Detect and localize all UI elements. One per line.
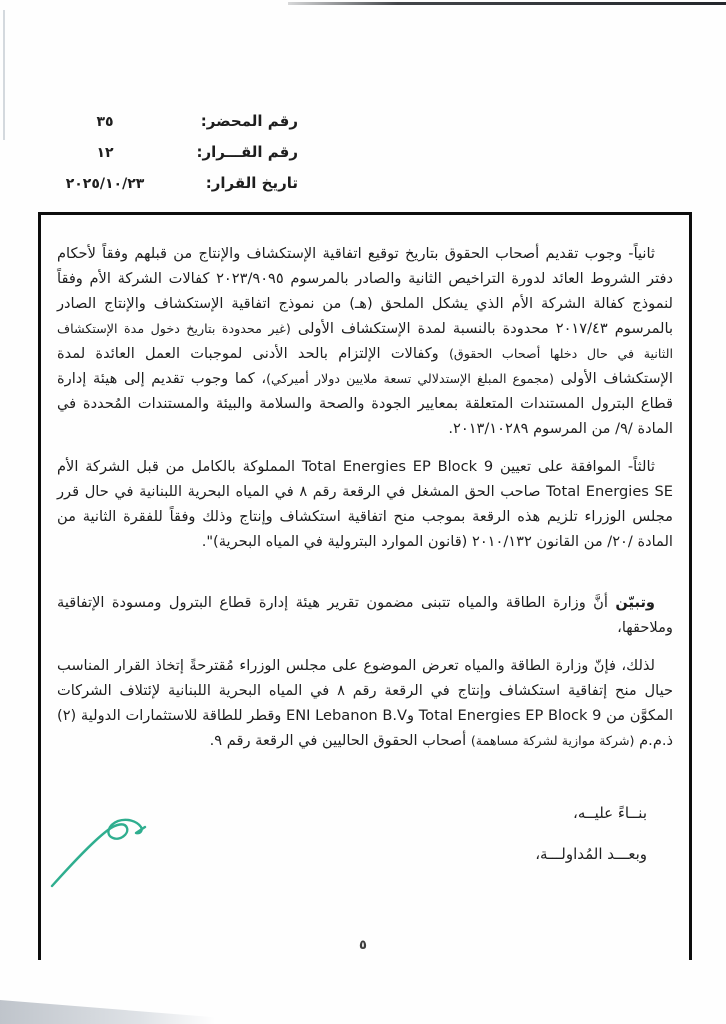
paragraph-text-segment: ثالثاً- الموافقة على تعيين Total Energies EP Block 9 المملوكة بالكامل من قبل الشركة الأم Total Energies SE صاحب الحق المشغل في الرقعة رقم ٨ في المياه البحرية اللبنانية في حال قرر مجلس الوزراء تلزيم هذه الرقعة بموجب منح اتفاقية استكشاف وإنتاج وذلك وفقاً للفقرة الثانية من المادة /٢٠/ من القانون ٢٠١٠/١٣٢ (قانون الموارد البترولية في المياه البحرية)". bbox=[57, 458, 674, 550]
scan-artifact-bottom-left-corner bbox=[0, 1000, 215, 1024]
decision-date-row bbox=[46, 174, 298, 205]
paragraph-clause-third bbox=[57, 454, 673, 554]
minutes-number-label: رقم المحضر: bbox=[200, 112, 298, 130]
paragraph-text-segment: أنَّ وزارة الطاقة والمياه تتبنى مضمون تقرير هيئة إدارة قطاع البترول ومسودة الإتفاقية وملاحقها، bbox=[57, 594, 673, 636]
decision-date-value: ٢٠٢٥/١٠/٢٣ bbox=[65, 176, 145, 192]
paragraph-ministry-adoption bbox=[57, 590, 673, 640]
page-number: ٥ bbox=[359, 938, 367, 953]
decision-number-row bbox=[46, 143, 298, 174]
scan-artifact-top-edge bbox=[288, 2, 726, 5]
decision-date-label: تاريخ القرار: bbox=[205, 174, 298, 192]
paragraph-text-segment: (غير محدودة بتاريخ دخول مدة الإستكشاف الثانية في حال دخلها أصحاب الحقوق) bbox=[57, 321, 674, 361]
minutes-number-value: ٣٥ bbox=[96, 114, 114, 130]
paragraph-text-segment: وتبيّن bbox=[615, 594, 655, 611]
signature-stroke bbox=[52, 820, 145, 886]
scan-artifact-left-edge bbox=[3, 10, 5, 140]
paragraph-text-segment: أصحاب الحقوق الحاليين في الرقعة رقم ٩. bbox=[209, 732, 471, 749]
minutes-number-row bbox=[46, 112, 298, 143]
decision-number-value: ١٢ bbox=[96, 145, 114, 161]
paragraph-text-segment: ، كما وجوب تقديم إلى هيئة إدارة قطاع البترول المستندات المتعلقة بمعايير الجودة والصحة والسلامة والبيئة والمستندات المُحددة في المادة /٩/ من المرسوم ٢٠١٣/١٠٢٨٩. bbox=[57, 370, 673, 437]
signature-scribble bbox=[46, 804, 178, 892]
paragraph-clause-second bbox=[57, 241, 673, 441]
closing-line-after-deliberation: وبعـــد المُداولـــة، bbox=[535, 845, 647, 863]
decision-meta-block bbox=[46, 112, 298, 205]
paragraph-text-segment: ثانياً- وجوب تقديم أصحاب الحقوق بتاريخ توقيع اتفاقية الإستكشاف والإنتاج من قبلهم وفقاً لأحكام دفتر الشروط العائد لدورة التراخيص الثانية والصادر بالمرسوم ٢٠٢٣/٩٠٩٥ كفالات الشركة الأم وفقاً لنموذج كفالة الشركة الأم الذي يشكل الملحق (هـ) من نموذج اتفاقية الإستكشاف والإنتاج الصادر بالمرسوم ٢٠١٧/٤٣ محدودة بالنسبة لمدة الإستكشاف الأولى bbox=[57, 245, 674, 337]
paragraph-text-segment: وكفالات الإلتزام بالحد الأدنى لموجبات العمل العائدة لمدة الإستكشاف الأولى bbox=[57, 345, 673, 387]
paragraph-proposal bbox=[57, 653, 673, 753]
decision-number-label: رقم القـــرار: bbox=[196, 143, 298, 161]
document-paragraphs bbox=[57, 241, 673, 753]
paragraph-text-segment: لذلك، فإنّ وزارة الطاقة والمياه تعرض الموضوع على مجلس الوزراء مُقترحةً إتخاذ القرار المناسب حيال منح إتفاقية استكشاف وإنتاج في الرقعة رقم ٨ في المياه البحرية اللبنانية لإئتلاف الشركات المكوَّن من Total Energies EP Block 9 وENI Lebanon B.V وقطر للطاقة للاستثمارات الدولية (٢) ذ.م.م bbox=[57, 657, 674, 749]
closing-line-based-thereon: بنــاءً عليــه، bbox=[573, 804, 647, 822]
paragraph-text-segment: (شركة موازية لشركة مساهمة) bbox=[470, 733, 635, 748]
paragraph-text-segment: (مجموع المبلغ الإستدلالي تسعة ملايين دولار أميركي) bbox=[266, 371, 554, 386]
